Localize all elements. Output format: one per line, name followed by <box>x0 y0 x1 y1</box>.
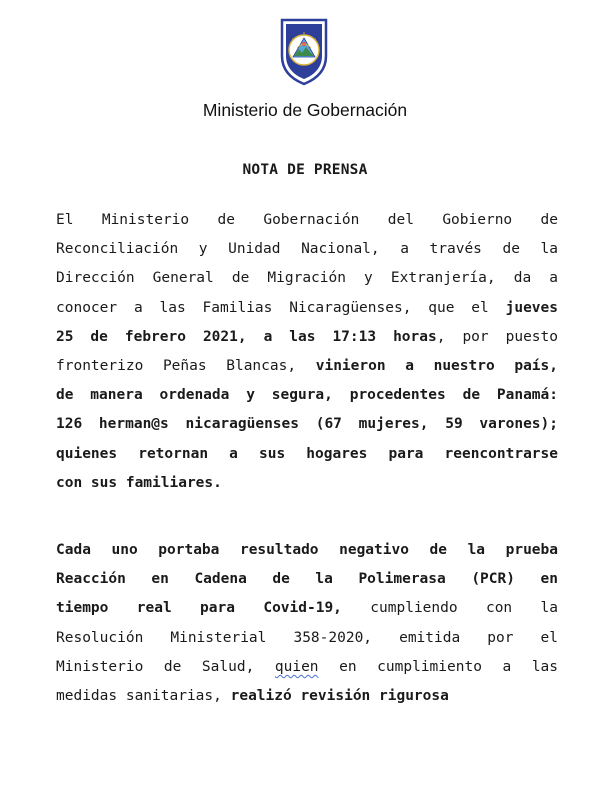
text-run: en cumplimiento a las <box>318 658 559 675</box>
bold-text: con sus familiares. <box>56 474 222 491</box>
text-line <box>56 440 558 469</box>
bold-text: jueves <box>505 299 558 316</box>
text-line <box>56 682 558 711</box>
text-run: conocer a las Familias Nicaragüenses, que el <box>56 299 506 316</box>
text-run: Dirección General de Migración y Extranjería, da a <box>56 270 558 287</box>
text-line <box>56 624 558 653</box>
text-line <box>56 206 558 235</box>
text-line <box>56 294 558 323</box>
bold-text: quienes retornan a sus hogares para reencontrarse <box>56 445 558 462</box>
press-release-title: NOTA DE PRENSA <box>242 162 368 178</box>
bold-text: 25 de febrero 2021, a las 17:13 horas <box>56 328 437 345</box>
text-run: medidas sanitarias, <box>56 687 231 704</box>
spellcheck-flagged-word: quien <box>274 658 319 675</box>
bold-text: 126 herman@s nicaragüenses (67 mujeres, 59 varones); <box>56 416 558 433</box>
text-line <box>56 410 558 439</box>
text-run: , por puesto <box>436 328 558 345</box>
bold-text: realizó revisión rigurosa <box>230 687 449 704</box>
bold-text: vinieron a nuestro país, <box>315 357 558 374</box>
text-run: cumpliendo con la <box>341 600 558 617</box>
text-run: El Ministerio de Gobernación del Gobierno de <box>56 212 558 228</box>
bold-text: de manera ordenada y segura, procedentes de Panamá: <box>56 387 558 404</box>
text-run: Resolución Ministerial 358-2020, emitida por el <box>56 629 558 646</box>
text-line <box>56 594 558 623</box>
text-line <box>56 653 558 682</box>
text-line <box>56 469 558 498</box>
bold-text: tiempo real para Covid-19, <box>56 600 342 617</box>
text-line <box>56 352 558 381</box>
text-line <box>56 264 558 293</box>
nicaragua-seal-logo <box>278 18 330 86</box>
bold-text: Cada uno portaba resultado negativo de la prueba <box>56 542 558 558</box>
text-run: fronterizo Peñas Blancas, <box>56 357 316 374</box>
bold-text: Reacción en Cadena de la Polimerasa (PCR) en <box>56 571 558 588</box>
text-line <box>56 565 558 594</box>
text-line <box>56 235 558 264</box>
text-line <box>56 323 558 352</box>
text-run: Reconciliación y Unidad Nacional, a través de la <box>56 241 558 258</box>
text-run: Ministerio de Salud, <box>56 658 275 675</box>
text-line <box>56 381 558 410</box>
text-line <box>56 536 558 565</box>
paragraph-announcement <box>56 206 558 498</box>
paragraph-health-requirements <box>56 536 558 711</box>
ministry-name: Ministerio de Gobernación <box>202 100 408 120</box>
